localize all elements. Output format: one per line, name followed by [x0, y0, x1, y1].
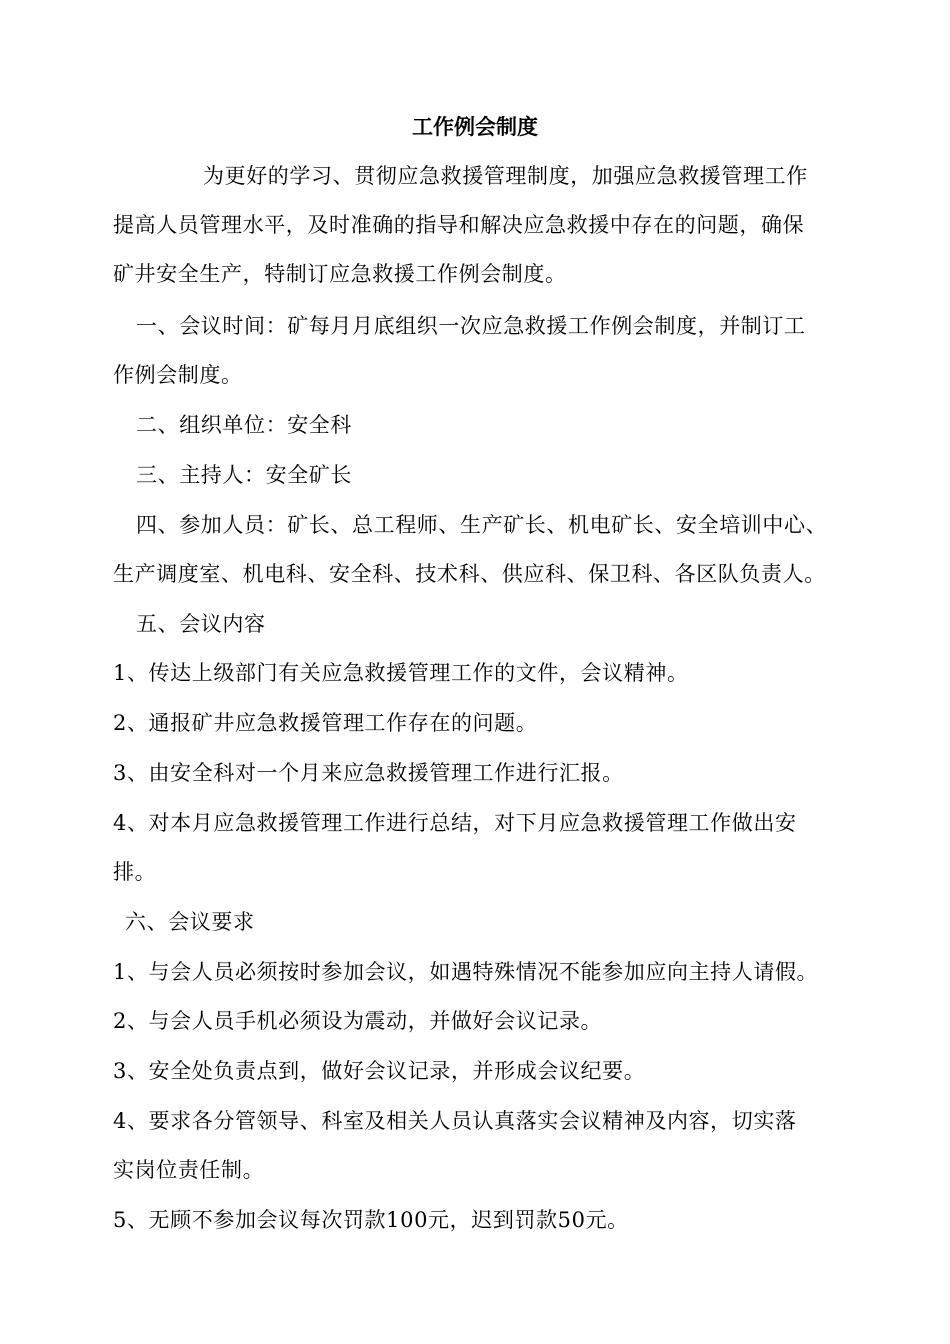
- paragraph-line: 一、会议时间：矿每月月底组织一次应急救援工作例会制度，并制订工: [136, 314, 806, 338]
- paragraph-line: 作例会制度。: [113, 363, 243, 387]
- section-heading: 五、会议内容: [136, 612, 266, 636]
- paragraph-line: 提高人员管理水平，及时准确的指导和解决应急救援中存在的问题，确保: [113, 213, 805, 237]
- paragraph-line: 三、主持人：安全矿长: [136, 463, 352, 487]
- paragraph-line: 生产调度室、机电科、安全科、技术科、供应科、保卫科、各区队负责人。: [113, 562, 826, 586]
- list-item-continuation: 实岗位责任制。: [113, 1158, 265, 1182]
- list-item: 5、无顾不参加会议每次罚款100元，迟到罚款50元。: [113, 1208, 629, 1232]
- paragraph-line: 为更好的学习、贯彻应急救援管理制度，加强应急救援管理工作: [203, 164, 808, 188]
- list-item: 3、安全处负责点到，做好会议记录，并形成会议纪要。: [113, 1059, 646, 1083]
- list-item: 2、通报矿井应急救援管理工作存在的问题。: [113, 711, 538, 735]
- list-item: 2、与会人员手机必须设为震动，并做好会议记录。: [113, 1009, 603, 1033]
- paragraph-line: 二、组织单位：安全科: [136, 413, 352, 437]
- list-item: 3、由安全科对一个月来应急救援管理工作进行汇报。: [113, 761, 624, 785]
- document-title: 工作例会制度: [412, 114, 538, 139]
- paragraph-line: 四、参加人员：矿长、总工程师、生产矿长、机电矿长、安全培训中心、: [136, 513, 828, 537]
- list-item-continuation: 排。: [113, 860, 157, 884]
- paragraph-line: 矿井安全生产，特制订应急救援工作例会制度。: [113, 262, 567, 286]
- list-item: 4、对本月应急救援管理工作进行总结，对下月应急救援管理工作做出安: [113, 811, 797, 835]
- list-item: 1、传达上级部门有关应急救援管理工作的文件，会议精神。: [113, 661, 689, 685]
- list-item: 4、要求各分管领导、科室及相关人员认真落实会议精神及内容，切实落: [113, 1109, 797, 1133]
- section-heading: 六、会议要求: [125, 910, 255, 934]
- list-item: 1、与会人员必须按时参加会议，如遇特殊情况不能参加应向主持人请假。: [113, 960, 819, 984]
